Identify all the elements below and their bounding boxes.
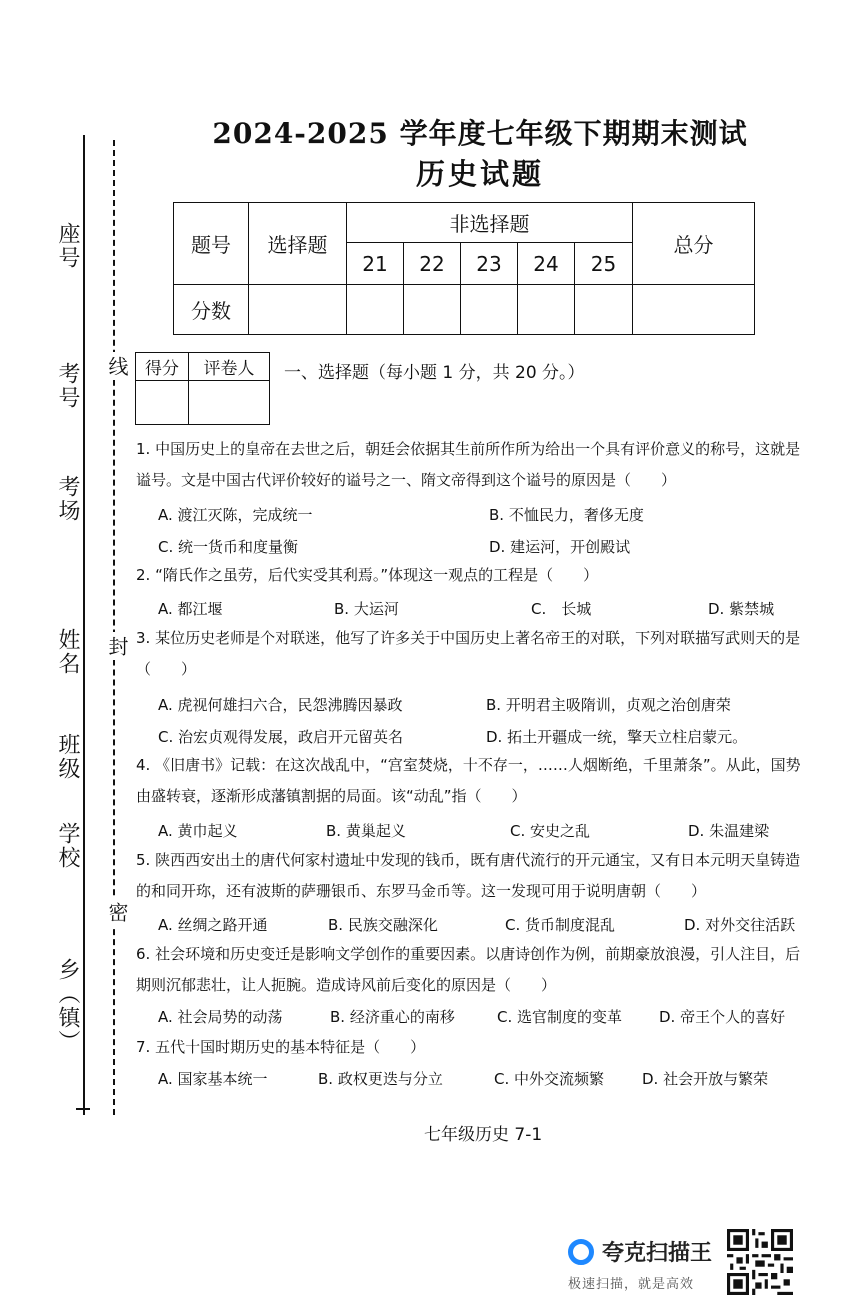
class-label: 班级 [55, 733, 80, 781]
q5-option-b: B. 民族交融深化 [328, 916, 438, 934]
seal-line-mark: 线 [103, 352, 132, 380]
q4-option-a: A. 黄巾起义 [158, 822, 238, 840]
name-label: 姓名 [55, 628, 80, 676]
question-6: 6. 社会环境和历史变迁是影响文学创作的重要因素。以唐诗创作为例，前期豪放浪漫，引人注目，后期则沉郁悲壮，让人扼腕。造成诗风前后变化的原因是（ ） [136, 945, 801, 994]
qr-code-icon [727, 1229, 793, 1295]
score-cell [575, 285, 633, 335]
score-cell [633, 285, 755, 335]
q5-option-a: A. 丝绸之路开通 [158, 916, 268, 934]
q2-option-d: D. 紫禁城 [708, 600, 775, 618]
q7-option-c: C. 中外交流频繁 [494, 1070, 605, 1088]
q1-option-d: D. 建运河，开创殿试 [489, 538, 631, 556]
grader-name-cell [189, 381, 270, 425]
exam-subtitle: 历史试题 [415, 157, 544, 191]
q21-header: 21 [347, 243, 404, 285]
seal-secret-mark: 密 [103, 898, 132, 926]
q5-option-c: C. 货币制度混乱 [505, 916, 616, 934]
question-5: 5. 陕西西安出土的唐代何家村遗址中发现的钱币，既有唐代流行的开元通宝，又有日本元明天皇铸造的和同开珎，还有波斯的萨珊银币、东罗马金币等。这一发现可用于说明唐朝（ ） [136, 851, 801, 900]
school-label: 学校 [55, 822, 80, 870]
choice-column: 选择题 [249, 203, 347, 285]
town-label: 乡（镇） [55, 958, 80, 1054]
exam-title: 2024-2025 学年度七年级下期期末测试 [212, 117, 748, 150]
grader-name-label: 评卷人 [189, 353, 270, 381]
room-label: 考场 [55, 475, 80, 523]
question-4: 4. 《旧唐书》记载：在这次战乱中，“宫室焚烧，十不存一，……人烟断绝，千里萧条”。从此，国势由盛转衰，逐渐形成藩镇割据的局面。该“动乱”指（ ） [136, 756, 801, 805]
q24-header: 24 [518, 243, 575, 285]
score-row-label: 分数 [174, 285, 249, 335]
section-title: 一、选择题（每小题 1 分，共 20 分。） [284, 363, 585, 383]
q25-header: 25 [575, 243, 633, 285]
exam-no-label: 考号 [55, 362, 80, 410]
q3-option-d: D. 拓土开疆成一统，擎天立柱启蒙元。 [486, 728, 748, 746]
question-7: 7. 五代十国时期历史的基本特征是（ ） [136, 1038, 426, 1056]
q4-option-b: B. 黄巢起义 [326, 822, 406, 840]
score-table-header: 题号 [174, 203, 249, 285]
score-cell [249, 285, 347, 335]
question-1: 1. 中国历史上的皇帝在去世之后，朝廷会依据其生前所作所为给出一个具有评价意义的称号，这就是谥号。文是中国古代评价较好的谥号之一、隋文帝得到这个谥号的原因是（ ） [136, 440, 801, 489]
q7-option-a: A. 国家基本统一 [158, 1070, 268, 1088]
score-cell [347, 285, 404, 335]
non-choice-column: 非选择题 [347, 203, 633, 243]
question-3: 3. 某位历史老师是个对联迷，他写了许多关于中国历史上著名帝王的对联，下列对联描写武则天的是（ ） [136, 629, 801, 678]
q4-option-d: D. 朱温建梁 [688, 822, 770, 840]
q7-option-d: D. 社会开放与繁荣 [642, 1070, 769, 1088]
q3-option-c: C. 治宏贞观得发展，政启开元留英名 [158, 728, 404, 746]
q2-option-b: B. 大运河 [334, 600, 399, 618]
total-column: 总分 [633, 203, 755, 285]
q2-option-c: C. 长城 [531, 600, 592, 618]
scanner-logo-icon [568, 1239, 594, 1265]
q23-header: 23 [461, 243, 518, 285]
seal-seal-mark: 封 [103, 632, 132, 660]
q6-option-a: A. 社会局势的动荡 [158, 1008, 283, 1026]
score-table [173, 202, 755, 335]
seat-label: 座号 [55, 222, 80, 270]
q1-option-c: C. 统一货币和度量衡 [158, 538, 299, 556]
scanner-brand: 夸克扫描王 [602, 1241, 713, 1266]
q2-option-a: A. 都江堰 [158, 600, 223, 618]
grader-score-cell [136, 381, 189, 425]
q22-header: 22 [404, 243, 461, 285]
q6-option-d: D. 帝王个人的喜好 [659, 1008, 786, 1026]
grader-score-label: 得分 [136, 353, 189, 381]
q4-option-c: C. 安史之乱 [510, 822, 591, 840]
q6-option-b: B. 经济重心的南移 [330, 1008, 455, 1026]
q7-option-b: B. 政权更迭与分立 [318, 1070, 443, 1088]
q3-option-b: B. 开明君主吸隋训，贞观之治创唐荣 [486, 696, 731, 714]
q1-option-a: A. 渡江灭陈，完成统一 [158, 506, 313, 524]
score-cell [461, 285, 518, 335]
margin-line [83, 135, 85, 1115]
question-2: 2. “隋氏作之虽劳，后代实受其利焉。”体现这一观点的工程是（ ） [136, 566, 599, 584]
score-cell [404, 285, 461, 335]
grader-box [135, 352, 270, 425]
page-footer: 七年级历史 7-1 [424, 1125, 543, 1145]
q6-option-c: C. 选官制度的变革 [497, 1008, 623, 1026]
q3-option-a: A. 虎视何雄扫六合，民怨沸腾因暴政 [158, 696, 403, 714]
q1-option-b: B. 不恤民力，奢侈无度 [489, 506, 644, 524]
seal-dashed-line [113, 140, 115, 1115]
score-cell [518, 285, 575, 335]
q5-option-d: D. 对外交往活跃 [684, 916, 796, 934]
scanner-slogan: 极速扫描，就是高效 [568, 1277, 695, 1292]
